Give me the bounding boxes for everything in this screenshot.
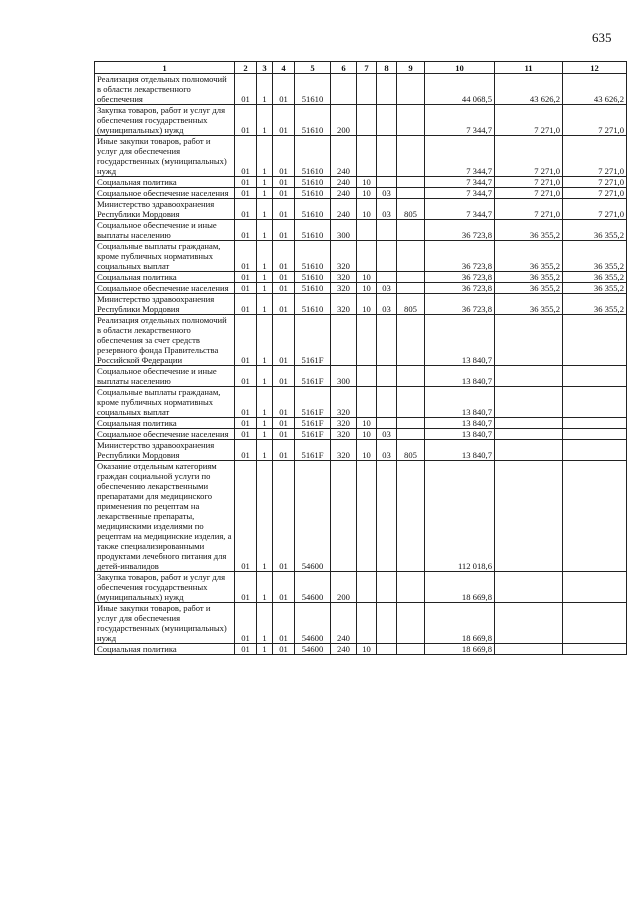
- code-cell: 1: [257, 315, 273, 366]
- code-cell: 320: [331, 283, 357, 294]
- amount-cell: 36 355,2: [563, 241, 627, 272]
- code-cell: 1: [257, 136, 273, 177]
- code-cell: 01: [273, 272, 295, 283]
- code-cell: [397, 387, 425, 418]
- code-cell: 1: [257, 440, 273, 461]
- amount-cell: 36 355,2: [495, 294, 563, 315]
- code-cell: 1: [257, 366, 273, 387]
- code-cell: 320: [331, 440, 357, 461]
- code-cell: 03: [377, 199, 397, 220]
- row-name-cell: Закупка товаров, работ и услуг для обеспечения государственных (муниципальных) нужд: [95, 572, 235, 603]
- code-cell: 1: [257, 199, 273, 220]
- amount-cell: 7 344,7: [425, 199, 495, 220]
- row-name-cell: Социальная политика: [95, 644, 235, 655]
- amount-cell: 7 271,0: [495, 136, 563, 177]
- code-cell: 01: [273, 440, 295, 461]
- code-cell: 10: [357, 418, 377, 429]
- code-cell: 01: [273, 644, 295, 655]
- amount-cell: [495, 461, 563, 572]
- code-cell: 10: [357, 644, 377, 655]
- row-name-cell: Социальная политика: [95, 177, 235, 188]
- code-cell: 01: [273, 461, 295, 572]
- code-cell: [397, 188, 425, 199]
- code-cell: 320: [331, 294, 357, 315]
- code-cell: 01: [273, 572, 295, 603]
- code-cell: 01: [235, 572, 257, 603]
- code-cell: 51610: [295, 74, 331, 105]
- row-name-cell: Социальное обеспечение и иные выплаты населению: [95, 220, 235, 241]
- amount-cell: [563, 429, 627, 440]
- code-cell: 51610: [295, 105, 331, 136]
- code-cell: 51610: [295, 199, 331, 220]
- code-cell: 01: [273, 294, 295, 315]
- code-cell: 01: [235, 418, 257, 429]
- code-cell: 51610: [295, 272, 331, 283]
- code-cell: 01: [273, 177, 295, 188]
- code-cell: 01: [273, 429, 295, 440]
- row-name-cell: Социальное обеспечение населения: [95, 283, 235, 294]
- code-cell: [357, 241, 377, 272]
- amount-cell: 7 271,0: [563, 177, 627, 188]
- header-cell: 4: [273, 62, 295, 74]
- code-cell: [357, 603, 377, 644]
- amount-cell: 36 723,8: [425, 283, 495, 294]
- code-cell: [357, 387, 377, 418]
- amount-cell: 36 355,2: [495, 283, 563, 294]
- row-name-cell: Социальная политика: [95, 418, 235, 429]
- row-name-cell: Министерство здравоохранения Республики Мордовия: [95, 294, 235, 315]
- table-row: [95, 136, 627, 177]
- header-cell: 5: [295, 62, 331, 74]
- header-cell: 12: [563, 62, 627, 74]
- amount-cell: [563, 572, 627, 603]
- code-cell: 01: [235, 429, 257, 440]
- amount-cell: 44 068,5: [425, 74, 495, 105]
- code-cell: 200: [331, 105, 357, 136]
- page-number: 635: [592, 30, 612, 45]
- amount-cell: 36 723,8: [425, 241, 495, 272]
- row-name-cell: Реализация отдельных полномочий в области лекарственного обеспечения за счет средств резервного фонда Правительства Российской Федерации: [95, 315, 235, 366]
- code-cell: [377, 572, 397, 603]
- code-cell: 1: [257, 283, 273, 294]
- amount-cell: 43 626,2: [563, 74, 627, 105]
- amount-cell: [495, 644, 563, 655]
- amount-cell: 13 840,7: [425, 387, 495, 418]
- row-name-cell: Социальное обеспечение населения: [95, 188, 235, 199]
- amount-cell: 18 669,8: [425, 603, 495, 644]
- amount-cell: [563, 440, 627, 461]
- code-cell: [397, 220, 425, 241]
- code-cell: [377, 603, 397, 644]
- header-cell: 2: [235, 62, 257, 74]
- code-cell: 01: [235, 294, 257, 315]
- table-row: [95, 241, 627, 272]
- code-cell: [397, 283, 425, 294]
- code-cell: [397, 461, 425, 572]
- code-cell: 320: [331, 418, 357, 429]
- code-cell: 805: [397, 294, 425, 315]
- amount-cell: 7 271,0: [563, 188, 627, 199]
- amount-cell: [563, 644, 627, 655]
- code-cell: 51610: [295, 136, 331, 177]
- code-cell: [357, 572, 377, 603]
- amount-cell: 13 840,7: [425, 440, 495, 461]
- code-cell: [357, 74, 377, 105]
- table-row: [95, 644, 627, 655]
- code-cell: 51610: [295, 294, 331, 315]
- code-cell: 320: [331, 241, 357, 272]
- code-cell: [397, 272, 425, 283]
- code-cell: 1: [257, 429, 273, 440]
- code-cell: 01: [235, 177, 257, 188]
- code-cell: [377, 644, 397, 655]
- code-cell: 01: [235, 241, 257, 272]
- table-row: [95, 366, 627, 387]
- code-cell: 01: [235, 644, 257, 655]
- code-cell: 240: [331, 644, 357, 655]
- code-cell: 01: [273, 136, 295, 177]
- amount-cell: [563, 418, 627, 429]
- code-cell: [397, 177, 425, 188]
- code-cell: 10: [357, 440, 377, 461]
- code-cell: 200: [331, 572, 357, 603]
- code-cell: [331, 74, 357, 105]
- amount-cell: 7 271,0: [495, 105, 563, 136]
- amount-cell: [495, 429, 563, 440]
- table-row: [95, 74, 627, 105]
- code-cell: 320: [331, 387, 357, 418]
- code-cell: 01: [273, 283, 295, 294]
- amount-cell: [495, 440, 563, 461]
- code-cell: 300: [331, 366, 357, 387]
- table-row: [95, 105, 627, 136]
- code-cell: 1: [257, 272, 273, 283]
- code-cell: 01: [235, 461, 257, 572]
- code-cell: 51610: [295, 188, 331, 199]
- code-cell: 01: [273, 315, 295, 366]
- code-cell: 240: [331, 177, 357, 188]
- code-cell: [377, 105, 397, 136]
- code-cell: [397, 366, 425, 387]
- code-cell: 01: [235, 283, 257, 294]
- code-cell: 01: [235, 603, 257, 644]
- amount-cell: [563, 366, 627, 387]
- amount-cell: 36 355,2: [495, 272, 563, 283]
- table-row: [95, 315, 627, 366]
- row-name-cell: Министерство здравоохранения Республики Мордовия: [95, 440, 235, 461]
- code-cell: [357, 366, 377, 387]
- code-cell: 01: [273, 241, 295, 272]
- code-cell: 10: [357, 294, 377, 315]
- code-cell: 1: [257, 294, 273, 315]
- table-row: [95, 294, 627, 315]
- code-cell: 01: [235, 105, 257, 136]
- amount-cell: [563, 315, 627, 366]
- amount-cell: [495, 387, 563, 418]
- code-cell: [397, 572, 425, 603]
- code-cell: 5161F: [295, 315, 331, 366]
- code-cell: 240: [331, 136, 357, 177]
- code-cell: [357, 461, 377, 572]
- code-cell: 1: [257, 188, 273, 199]
- code-cell: 10: [357, 272, 377, 283]
- code-cell: 10: [357, 429, 377, 440]
- code-cell: [357, 315, 377, 366]
- code-cell: [397, 241, 425, 272]
- amount-cell: 36 355,2: [563, 283, 627, 294]
- table-row: [95, 603, 627, 644]
- header-cell: 1: [95, 62, 235, 74]
- code-cell: [377, 136, 397, 177]
- code-cell: [377, 315, 397, 366]
- code-cell: 240: [331, 603, 357, 644]
- table-row: [95, 177, 627, 188]
- amount-cell: 7 271,0: [495, 199, 563, 220]
- amount-cell: [563, 461, 627, 572]
- code-cell: [377, 387, 397, 418]
- row-name-cell: Иные закупки товаров, работ и услуг для обеспечения государственных (муниципальных) нужд: [95, 136, 235, 177]
- amount-cell: [495, 366, 563, 387]
- code-cell: [397, 418, 425, 429]
- code-cell: 51610: [295, 283, 331, 294]
- code-cell: 54600: [295, 603, 331, 644]
- code-cell: 5161F: [295, 440, 331, 461]
- amount-cell: 36 723,8: [425, 294, 495, 315]
- code-cell: 03: [377, 188, 397, 199]
- code-cell: 01: [235, 136, 257, 177]
- code-cell: 01: [273, 199, 295, 220]
- amount-cell: 43 626,2: [495, 74, 563, 105]
- amount-cell: 36 723,8: [425, 272, 495, 283]
- amount-cell: [563, 387, 627, 418]
- code-cell: [377, 461, 397, 572]
- code-cell: [397, 644, 425, 655]
- code-cell: [377, 366, 397, 387]
- table-row: [95, 572, 627, 603]
- code-cell: 01: [273, 387, 295, 418]
- code-cell: 10: [357, 283, 377, 294]
- code-cell: 03: [377, 294, 397, 315]
- code-cell: 1: [257, 74, 273, 105]
- amount-cell: 18 669,8: [425, 644, 495, 655]
- amount-cell: 13 840,7: [425, 418, 495, 429]
- code-cell: 240: [331, 199, 357, 220]
- code-cell: 1: [257, 644, 273, 655]
- code-cell: 320: [331, 429, 357, 440]
- code-cell: 01: [273, 74, 295, 105]
- code-cell: 01: [235, 188, 257, 199]
- code-cell: 5161F: [295, 418, 331, 429]
- table-row: [95, 283, 627, 294]
- code-cell: [331, 461, 357, 572]
- row-name-cell: Министерство здравоохранения Республики Мордовия: [95, 199, 235, 220]
- table-body: [95, 74, 627, 655]
- row-name-cell: Социальное обеспечение и иные выплаты населению: [95, 366, 235, 387]
- amount-cell: 112 018,6: [425, 461, 495, 572]
- code-cell: 01: [235, 74, 257, 105]
- code-cell: 01: [273, 105, 295, 136]
- code-cell: 01: [235, 315, 257, 366]
- code-cell: [377, 220, 397, 241]
- amount-cell: 7 344,7: [425, 177, 495, 188]
- amount-cell: 36 355,2: [563, 272, 627, 283]
- row-name-cell: Закупка товаров, работ и услуг для обеспечения государственных (муниципальных) нужд: [95, 105, 235, 136]
- table-row: [95, 429, 627, 440]
- amount-cell: 36 355,2: [563, 294, 627, 315]
- code-cell: 03: [377, 440, 397, 461]
- code-cell: [397, 429, 425, 440]
- header-cell: 9: [397, 62, 425, 74]
- code-cell: 01: [235, 272, 257, 283]
- code-cell: 01: [235, 387, 257, 418]
- code-cell: 51610: [295, 220, 331, 241]
- header-cell: 7: [357, 62, 377, 74]
- amount-cell: 13 840,7: [425, 366, 495, 387]
- code-cell: 01: [235, 220, 257, 241]
- amount-cell: 18 669,8: [425, 572, 495, 603]
- code-cell: [357, 136, 377, 177]
- code-cell: 1: [257, 241, 273, 272]
- amount-cell: [495, 418, 563, 429]
- code-cell: 01: [235, 199, 257, 220]
- row-name-cell: Оказание отдельным категориям граждан социальной услуги по обеспечению лекарственными препаратами для медицинского применения по рецептам на лекарственные препараты, медицинскими изделиями по рецептам на медицинские изделия, а также специализированными продуктами лечебного питания для детей-инвалидов: [95, 461, 235, 572]
- code-cell: [397, 315, 425, 366]
- amount-cell: 36 723,8: [425, 220, 495, 241]
- code-cell: [377, 177, 397, 188]
- amount-cell: 13 840,7: [425, 315, 495, 366]
- code-cell: 01: [273, 188, 295, 199]
- amount-cell: 7 271,0: [563, 199, 627, 220]
- table-row: [95, 220, 627, 241]
- amount-cell: 36 355,2: [495, 220, 563, 241]
- amount-cell: 7 271,0: [495, 188, 563, 199]
- amount-cell: 7 344,7: [425, 136, 495, 177]
- code-cell: 300: [331, 220, 357, 241]
- amount-cell: 7 271,0: [563, 105, 627, 136]
- amount-cell: 36 355,2: [563, 220, 627, 241]
- table-header: [95, 62, 627, 74]
- amount-cell: 7 271,0: [563, 136, 627, 177]
- header-cell: 6: [331, 62, 357, 74]
- code-cell: 03: [377, 283, 397, 294]
- code-cell: 54600: [295, 461, 331, 572]
- header-cell: 10: [425, 62, 495, 74]
- code-cell: 54600: [295, 572, 331, 603]
- amount-cell: [563, 603, 627, 644]
- code-cell: 51610: [295, 177, 331, 188]
- code-cell: [377, 272, 397, 283]
- row-name-cell: Социальное обеспечение населения: [95, 429, 235, 440]
- table-row: [95, 188, 627, 199]
- code-cell: [357, 105, 377, 136]
- table-row: [95, 387, 627, 418]
- code-cell: [377, 74, 397, 105]
- code-cell: 1: [257, 177, 273, 188]
- code-cell: 54600: [295, 644, 331, 655]
- amount-cell: [495, 572, 563, 603]
- code-cell: [377, 241, 397, 272]
- code-cell: 1: [257, 572, 273, 603]
- amount-cell: [495, 315, 563, 366]
- code-cell: 1: [257, 461, 273, 572]
- header-cell: 8: [377, 62, 397, 74]
- code-cell: 10: [357, 188, 377, 199]
- code-cell: 805: [397, 440, 425, 461]
- code-cell: 10: [357, 177, 377, 188]
- code-cell: 01: [273, 220, 295, 241]
- code-cell: 01: [235, 440, 257, 461]
- code-cell: [397, 74, 425, 105]
- table-row: [95, 440, 627, 461]
- code-cell: [331, 315, 357, 366]
- code-cell: 1: [257, 603, 273, 644]
- code-cell: 01: [273, 603, 295, 644]
- row-name-cell: Иные закупки товаров, работ и услуг для обеспечения государственных (муниципальных) нужд: [95, 603, 235, 644]
- code-cell: 01: [273, 366, 295, 387]
- code-cell: [397, 136, 425, 177]
- table-row: [95, 418, 627, 429]
- code-cell: 240: [331, 188, 357, 199]
- code-cell: 5161F: [295, 429, 331, 440]
- code-cell: 1: [257, 387, 273, 418]
- code-cell: 5161F: [295, 366, 331, 387]
- row-name-cell: Социальные выплаты гражданам, кроме публичных нормативных социальных выплат: [95, 241, 235, 272]
- code-cell: 10: [357, 199, 377, 220]
- code-cell: 01: [273, 418, 295, 429]
- code-cell: 1: [257, 418, 273, 429]
- amount-cell: 7 271,0: [495, 177, 563, 188]
- amount-cell: 13 840,7: [425, 429, 495, 440]
- code-cell: 320: [331, 272, 357, 283]
- row-name-cell: Реализация отдельных полномочий в области лекарственного обеспечения: [95, 74, 235, 105]
- amount-cell: 36 355,2: [495, 241, 563, 272]
- code-cell: 1: [257, 105, 273, 136]
- code-cell: 805: [397, 199, 425, 220]
- code-cell: [397, 603, 425, 644]
- amount-cell: 7 344,7: [425, 188, 495, 199]
- table-row: [95, 199, 627, 220]
- amount-cell: [495, 603, 563, 644]
- code-cell: 51610: [295, 241, 331, 272]
- code-cell: 1: [257, 220, 273, 241]
- table-row: [95, 272, 627, 283]
- header-cell: 11: [495, 62, 563, 74]
- code-cell: 01: [235, 366, 257, 387]
- header-cell: 3: [257, 62, 273, 74]
- code-cell: [397, 105, 425, 136]
- table-row: [95, 461, 627, 572]
- budget-table: [94, 61, 627, 655]
- row-name-cell: Социальные выплаты гражданам, кроме публичных нормативных социальных выплат: [95, 387, 235, 418]
- code-cell: 5161F: [295, 387, 331, 418]
- row-name-cell: Социальная политика: [95, 272, 235, 283]
- code-cell: [357, 220, 377, 241]
- code-cell: [377, 418, 397, 429]
- amount-cell: 7 344,7: [425, 105, 495, 136]
- code-cell: 03: [377, 429, 397, 440]
